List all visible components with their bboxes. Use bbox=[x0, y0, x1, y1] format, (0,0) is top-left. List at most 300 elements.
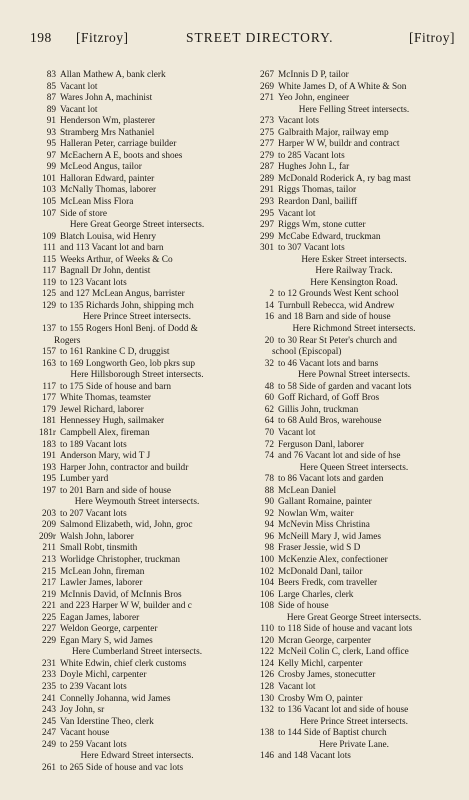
directory-entry bbox=[30, 70, 244, 82]
directory-entry bbox=[248, 440, 460, 452]
entry-text: Harper John, contractor and buildr bbox=[60, 462, 189, 473]
directory-entry bbox=[30, 128, 244, 140]
street-number: 14 bbox=[264, 300, 274, 311]
directory-columns bbox=[30, 70, 460, 774]
directory-entry bbox=[248, 416, 460, 428]
street-number: 191 bbox=[42, 451, 56, 462]
directory-entry bbox=[248, 601, 460, 613]
directory-entry bbox=[30, 105, 244, 117]
entry-text: to 189 Vacant lots bbox=[60, 439, 127, 450]
page-title: STREET DIRECTORY. bbox=[186, 30, 334, 45]
directory-entry bbox=[248, 151, 460, 163]
street-number: 181r bbox=[38, 427, 56, 438]
street-number: 219 bbox=[42, 589, 56, 600]
directory-entry bbox=[248, 301, 460, 313]
street-number: 229 bbox=[42, 635, 56, 646]
street-number: 105 bbox=[42, 197, 56, 208]
entry-text: to 118 Side of house and vacant lots bbox=[278, 624, 413, 635]
entry-text: Reardon Danl, bailiff bbox=[278, 197, 358, 208]
street-number: 225 bbox=[42, 612, 56, 623]
street-number: 72 bbox=[264, 439, 274, 450]
street-number: 104 bbox=[260, 578, 274, 589]
entry-text: McDonald Roderick A, ry bag mast bbox=[278, 173, 411, 184]
street-number: 119 bbox=[42, 277, 56, 288]
street-number: 97 bbox=[46, 150, 56, 161]
directory-entry bbox=[30, 278, 244, 290]
entry-text: Vacant lot bbox=[278, 681, 316, 692]
directory-entry bbox=[30, 151, 244, 163]
entry-text: to 265 Side of house and vac lots bbox=[60, 762, 184, 773]
street-number: 183 bbox=[42, 439, 56, 450]
entry-text: Side of house bbox=[278, 601, 329, 612]
directory-entry bbox=[30, 717, 244, 729]
street-number: 221 bbox=[42, 601, 56, 612]
directory-entry bbox=[30, 636, 244, 648]
page-header bbox=[30, 27, 455, 49]
entry-text: Galbraith Major, railway emp bbox=[278, 127, 389, 138]
directory-entry bbox=[30, 567, 244, 579]
entry-text: Crosby James, stonecutter bbox=[278, 670, 376, 681]
street-number: 269 bbox=[260, 81, 274, 92]
directory-entry bbox=[248, 590, 460, 602]
directory-entry bbox=[30, 486, 244, 498]
entry-text: to 135 Richards John, shipping mch bbox=[60, 300, 194, 311]
directory-entry bbox=[30, 613, 244, 625]
entry-text: to 30 Rear St Peter's church and bbox=[278, 335, 397, 346]
street-intersection-heading: Here Prince Street intersects. bbox=[83, 312, 191, 323]
directory-entry bbox=[248, 555, 460, 567]
directory-entry bbox=[248, 209, 460, 221]
entry-text: Weldon George, carpenter bbox=[60, 624, 158, 635]
directory-entry bbox=[30, 763, 244, 775]
entry-text: Salmond Elizabeth, wid, John, groc bbox=[60, 520, 193, 531]
entry-text: Doyle Michl, carpenter bbox=[60, 670, 147, 681]
directory-entry bbox=[248, 93, 460, 105]
directory-entry bbox=[30, 393, 244, 405]
entry-text: Halleran Peter, carriage builder bbox=[60, 139, 177, 150]
directory-entry bbox=[248, 624, 460, 636]
street-number: 215 bbox=[42, 566, 56, 577]
entry-text: to 12 Grounds West Kent school bbox=[278, 289, 399, 300]
street-number: 177 bbox=[42, 393, 56, 404]
street-number: 128 bbox=[260, 681, 274, 692]
directory-entry bbox=[248, 243, 460, 255]
entry-text: White Thomas, teamster bbox=[60, 393, 151, 404]
street-number: 62 bbox=[264, 404, 274, 415]
directory-entry bbox=[248, 682, 460, 694]
directory-entry bbox=[248, 751, 460, 763]
directory-entry bbox=[248, 705, 460, 717]
directory-entry bbox=[30, 682, 244, 694]
directory-entry bbox=[30, 601, 244, 613]
directory-entry bbox=[30, 532, 244, 544]
street-intersection-heading: Here Great George Street intersects. bbox=[286, 612, 422, 623]
directory-entry bbox=[30, 382, 244, 394]
directory-entry bbox=[30, 93, 244, 105]
street-number: 245 bbox=[42, 716, 56, 727]
entry-continuation: school (Episcopal) bbox=[272, 347, 342, 358]
street-number: 293 bbox=[260, 197, 274, 208]
entry-text: Small Robt, tinsmith bbox=[60, 543, 138, 554]
street-number: 213 bbox=[42, 554, 56, 565]
entry-text: Connelly Johanna, wid James bbox=[60, 693, 171, 704]
street-intersection-heading: Here Hillsborough Street intersects. bbox=[70, 370, 204, 381]
street-number: 109 bbox=[42, 231, 56, 242]
street-number: 209 bbox=[42, 520, 56, 531]
street-number: 117 bbox=[42, 266, 56, 277]
street-intersection-heading: Here Edward Street intersects. bbox=[80, 751, 194, 762]
directory-entry bbox=[248, 520, 460, 532]
entry-text: to 175 Side of house and barn bbox=[60, 381, 172, 392]
directory-entry bbox=[248, 382, 460, 394]
street-number: 233 bbox=[42, 670, 56, 681]
directory-entry bbox=[30, 416, 244, 428]
directory-entry bbox=[30, 255, 244, 267]
entry-text: McNevin Miss Christina bbox=[278, 520, 370, 531]
directory-entry bbox=[30, 728, 244, 740]
entry-text: Worlidge Christopher, truckman bbox=[60, 554, 180, 565]
street-number: 197 bbox=[42, 485, 56, 496]
street-intersection-heading: Here Prince Street intersects. bbox=[300, 716, 408, 727]
entry-text: Riggs Wm, stone cutter bbox=[278, 220, 366, 231]
street-number: 16 bbox=[264, 312, 274, 323]
entry-text: to 207 Vacant lots bbox=[60, 508, 127, 519]
entry-text: Lumber yard bbox=[60, 474, 109, 485]
street-number: 122 bbox=[260, 647, 274, 658]
directory-entry bbox=[30, 520, 244, 532]
directory-entry bbox=[30, 590, 244, 602]
entry-text: Side of store bbox=[60, 208, 107, 219]
header-locality-left: [Fitzroy] bbox=[76, 30, 129, 45]
entry-text: Riggs Thomas, tailor bbox=[278, 185, 357, 196]
street-number: 275 bbox=[260, 127, 274, 138]
directory-entry bbox=[248, 128, 460, 140]
street-number: 163 bbox=[42, 358, 56, 369]
directory-entry bbox=[30, 82, 244, 94]
street-intersection-heading: Here Kensington Road. bbox=[310, 277, 398, 288]
entry-text: to 86 Vacant lots and garden bbox=[278, 474, 384, 485]
street-number: 249 bbox=[42, 739, 56, 750]
entry-text: Campbell Alex, fireman bbox=[60, 427, 150, 438]
street-number: 87 bbox=[46, 93, 56, 104]
street-number: 129 bbox=[42, 300, 56, 311]
directory-entry bbox=[248, 116, 460, 128]
entry-text: Wares John A, machinist bbox=[60, 93, 153, 104]
directory-entry bbox=[248, 359, 460, 371]
entry-text: White Edwin, chief clerk customs bbox=[60, 658, 187, 669]
street-number: 271 bbox=[260, 93, 274, 104]
directory-entry bbox=[30, 451, 244, 463]
street-number: 2 bbox=[269, 289, 274, 300]
street-number: 247 bbox=[42, 728, 56, 739]
directory-entry bbox=[248, 393, 460, 405]
entry-text: to 201 Barn and side of house bbox=[60, 485, 172, 496]
entry-text: McNeil Colin C, clerk, Land office bbox=[278, 647, 409, 658]
entry-text: Vacant lot bbox=[60, 104, 98, 115]
directory-entry bbox=[30, 266, 244, 278]
entry-text: Stramberg Mrs Nathaniel bbox=[60, 127, 155, 138]
street-number: 60 bbox=[264, 393, 274, 404]
directory-entry bbox=[30, 624, 244, 636]
street-number: 279 bbox=[260, 150, 274, 161]
street-number: 93 bbox=[46, 127, 56, 138]
directory-entry bbox=[30, 428, 244, 440]
street-number: 108 bbox=[260, 601, 274, 612]
street-number: 64 bbox=[264, 416, 274, 427]
street-number: 267 bbox=[260, 70, 274, 80]
entry-text: Crosby Wm O, painter bbox=[278, 693, 363, 704]
directory-entry bbox=[248, 578, 460, 590]
entry-text: to 144 Side of Baptist church bbox=[278, 728, 387, 739]
directory-entry bbox=[30, 347, 244, 359]
street-number: 88 bbox=[264, 485, 274, 496]
entry-text: Goff Richard, of Goff Bros bbox=[278, 393, 380, 404]
directory-entry bbox=[30, 209, 244, 221]
directory-entry bbox=[30, 659, 244, 671]
entry-text: and 18 Barn and side of house bbox=[278, 312, 391, 323]
street-intersection-heading: Here Cumberland Street intersects. bbox=[71, 647, 203, 658]
street-number: 209r bbox=[38, 531, 56, 542]
entry-text: McNally Thomas, laborer bbox=[60, 185, 157, 196]
entry-text: Vacant lot bbox=[278, 208, 316, 219]
directory-entry bbox=[30, 670, 244, 682]
directory-entry bbox=[248, 728, 460, 740]
street-number: 91 bbox=[46, 116, 56, 127]
street-intersection-heading: Here Queen Street intersects. bbox=[299, 462, 409, 473]
entry-text: Weeks Arthur, of Weeks & Co bbox=[60, 254, 173, 265]
directory-entry bbox=[30, 694, 244, 706]
street-number: 231 bbox=[42, 658, 56, 669]
entry-text: Jewel Richard, laborer bbox=[60, 404, 144, 415]
street-number: 20 bbox=[264, 335, 274, 346]
directory-entry bbox=[30, 705, 244, 717]
street-number: 227 bbox=[42, 624, 56, 635]
street-number: 103 bbox=[42, 185, 56, 196]
directory-entry bbox=[248, 185, 460, 197]
street-number: 78 bbox=[264, 474, 274, 485]
street-intersection-heading: Here Richmond Street intersects. bbox=[292, 324, 416, 335]
directory-entry bbox=[248, 636, 460, 648]
directory-entry bbox=[248, 336, 460, 348]
entry-text: Mcran George, carpenter bbox=[278, 635, 372, 646]
street-number: 125 bbox=[42, 289, 56, 300]
directory-entry bbox=[30, 359, 244, 371]
directory-entry bbox=[248, 289, 460, 301]
street-number: 111 bbox=[42, 243, 56, 254]
entry-text: Joy John, sr bbox=[60, 705, 105, 716]
street-number: 48 bbox=[264, 381, 274, 392]
directory-entry bbox=[30, 289, 244, 301]
entry-text: Turnbull Rebecca, wid Andrew bbox=[278, 300, 395, 311]
directory-entry bbox=[30, 463, 244, 475]
street-number: 243 bbox=[42, 705, 56, 716]
left-column bbox=[30, 70, 244, 774]
street-number: 70 bbox=[264, 427, 274, 438]
street-number: 273 bbox=[260, 116, 274, 127]
entry-text: Fraser Jessie, wid S D bbox=[278, 543, 361, 554]
directory-entry bbox=[30, 301, 244, 313]
street-number: 181 bbox=[42, 416, 56, 427]
directory-entry bbox=[30, 116, 244, 128]
entry-text: Ferguson Danl, laborer bbox=[278, 439, 364, 450]
entry-text: McInnis D P, tailor bbox=[278, 70, 349, 80]
street-number: 132 bbox=[260, 705, 274, 716]
entry-text: McCabe Edward, truckman bbox=[278, 231, 381, 242]
directory-entry bbox=[248, 647, 460, 659]
entry-text: to 136 Vacant lot and side of house bbox=[278, 705, 409, 716]
directory-entry bbox=[30, 740, 244, 752]
directory-entry bbox=[30, 243, 244, 255]
street-number: 195 bbox=[42, 474, 56, 485]
entry-text: Lawler James, laborer bbox=[60, 578, 143, 589]
street-number: 102 bbox=[260, 566, 274, 577]
directory-entry bbox=[248, 82, 460, 94]
entry-text: and 127 McLean Angus, barrister bbox=[60, 289, 185, 300]
directory-entry bbox=[248, 405, 460, 417]
street-intersection-heading: Here Esker Street intersects. bbox=[301, 254, 407, 265]
directory-entry bbox=[248, 694, 460, 706]
directory-entry bbox=[248, 70, 460, 82]
page-number: 198 bbox=[30, 30, 52, 45]
entry-text: and 148 Vacant lots bbox=[278, 751, 351, 762]
directory-entry bbox=[248, 174, 460, 186]
street-number: 203 bbox=[42, 508, 56, 519]
street-number: 115 bbox=[42, 254, 56, 265]
directory-entry bbox=[30, 555, 244, 567]
entry-text: Halloran Edward, painter bbox=[60, 173, 155, 184]
entry-text: McLean Daniel bbox=[278, 485, 337, 496]
entry-text: to 161 Rankine C D, druggist bbox=[60, 347, 170, 358]
entry-text: Walsh John, laborer bbox=[60, 531, 134, 542]
street-number: 94 bbox=[264, 520, 274, 531]
entry-text: Gillis John, truckman bbox=[278, 404, 359, 415]
entry-text: Yeo John, engineer bbox=[278, 93, 350, 104]
entry-text: Kelly Michl, carpenter bbox=[278, 658, 363, 669]
directory-entry bbox=[248, 474, 460, 486]
directory-entry bbox=[30, 162, 244, 174]
street-number: 289 bbox=[260, 173, 274, 184]
street-number: 74 bbox=[264, 451, 274, 462]
entry-text: to 259 Vacant lots bbox=[60, 739, 127, 750]
directory-entry bbox=[30, 405, 244, 417]
entry-text: to 239 Vacant lots bbox=[60, 681, 127, 692]
street-number: 301 bbox=[260, 243, 274, 254]
entry-continuation: Rogers bbox=[54, 335, 81, 346]
entry-text: Nowlan Wm, waiter bbox=[278, 508, 354, 519]
street-number: 90 bbox=[264, 497, 274, 508]
street-number: 110 bbox=[260, 624, 274, 635]
directory-entry bbox=[248, 162, 460, 174]
street-number: 138 bbox=[260, 728, 274, 739]
entry-text: Anderson Mary, wid T J bbox=[60, 451, 151, 462]
entry-text: Beers Fredk, com traveller bbox=[278, 578, 378, 589]
entry-text: Henderson Wm, plasterer bbox=[60, 116, 156, 127]
street-number: 95 bbox=[46, 139, 56, 150]
street-intersection-heading: Here Pownal Street intersects. bbox=[297, 370, 411, 381]
entry-text: Van Iderstine Theo, clerk bbox=[60, 716, 154, 727]
street-number: 92 bbox=[264, 508, 274, 519]
directory-entry bbox=[248, 497, 460, 509]
entry-text: to 169 Longworth Geo, lob pkrs sup bbox=[60, 358, 196, 369]
street-number: 235 bbox=[42, 681, 56, 692]
directory-entry bbox=[248, 532, 460, 544]
directory-entry bbox=[248, 139, 460, 151]
entry-text: to 285 Vacant lots bbox=[278, 150, 345, 161]
street-number: 101 bbox=[42, 173, 56, 184]
directory-entry bbox=[248, 659, 460, 671]
entry-text: and 223 Harper W W, builder and c bbox=[60, 601, 192, 612]
directory-entry bbox=[248, 567, 460, 579]
entry-text: and 113 Vacant lot and barn bbox=[60, 243, 164, 254]
directory-entry bbox=[30, 474, 244, 486]
street-number: 130 bbox=[260, 693, 274, 704]
entry-text: to 123 Vacant lots bbox=[60, 277, 127, 288]
directory-entry bbox=[30, 509, 244, 521]
entry-text: Hughes John L, far bbox=[278, 162, 350, 173]
entry-text: Harper W W, buildr and contract bbox=[278, 139, 400, 150]
directory-entry bbox=[248, 312, 460, 324]
entry-text: Allan Mathew A, bank clerk bbox=[60, 70, 166, 80]
entry-text: McLean Miss Flora bbox=[60, 197, 134, 208]
right-column bbox=[248, 70, 460, 774]
directory-entry bbox=[248, 451, 460, 463]
entry-text: Egan Mary S, wid James bbox=[60, 635, 153, 646]
entry-text: Vacant lot bbox=[60, 81, 98, 92]
street-number: 241 bbox=[42, 693, 56, 704]
street-number: 261 bbox=[42, 762, 56, 773]
entry-text: to 307 Vacant lots bbox=[278, 243, 345, 254]
street-number: 107 bbox=[42, 208, 56, 219]
entry-text: McLean John, fireman bbox=[60, 566, 145, 577]
directory-entry bbox=[30, 324, 244, 336]
entry-text: Vacant lots bbox=[278, 116, 320, 127]
directory-entry bbox=[248, 486, 460, 498]
street-number: 211 bbox=[42, 543, 56, 554]
street-number: 100 bbox=[260, 554, 274, 565]
entry-text: Vacant lot bbox=[278, 427, 316, 438]
street-number: 137 bbox=[42, 324, 56, 335]
directory-entry bbox=[248, 197, 460, 209]
directory-entry bbox=[248, 543, 460, 555]
street-number: 277 bbox=[260, 139, 274, 150]
entry-text: McDonald Danl, tailor bbox=[278, 566, 363, 577]
entry-text: Gallant Romaine, painter bbox=[278, 497, 372, 508]
street-intersection-heading: Here Felling Street intersects. bbox=[298, 104, 410, 115]
directory-entry bbox=[248, 509, 460, 521]
street-number: 297 bbox=[260, 220, 274, 231]
street-number: 106 bbox=[260, 589, 274, 600]
street-intersection-heading: Here Railway Track. bbox=[315, 266, 393, 277]
street-number: 85 bbox=[46, 81, 56, 92]
entry-text: Vacant house bbox=[60, 728, 110, 739]
street-number: 157 bbox=[42, 347, 56, 358]
directory-entry bbox=[30, 197, 244, 209]
entry-text: to 46 Vacant lots and barns bbox=[278, 358, 379, 369]
street-number: 217 bbox=[42, 578, 56, 589]
entry-text: Bagnall Dr John, dentist bbox=[60, 266, 151, 277]
directory-entry bbox=[30, 543, 244, 555]
street-number: 117 bbox=[42, 381, 56, 392]
entry-text: Blatch Louisa, wid Henry bbox=[60, 231, 157, 242]
header-locality-right: [Fitroy] bbox=[409, 30, 455, 45]
street-intersection-heading: Here Private Lane. bbox=[319, 739, 389, 750]
entry-text: to 155 Rogers Honl Benj. of Dodd & bbox=[60, 324, 198, 335]
entry-text: McNeill Mary J, wid James bbox=[278, 531, 382, 542]
entry-text: Hennessey Hugh, sailmaker bbox=[60, 416, 165, 427]
street-number: 83 bbox=[46, 70, 56, 80]
street-number: 291 bbox=[260, 185, 274, 196]
street-number: 126 bbox=[260, 670, 274, 681]
